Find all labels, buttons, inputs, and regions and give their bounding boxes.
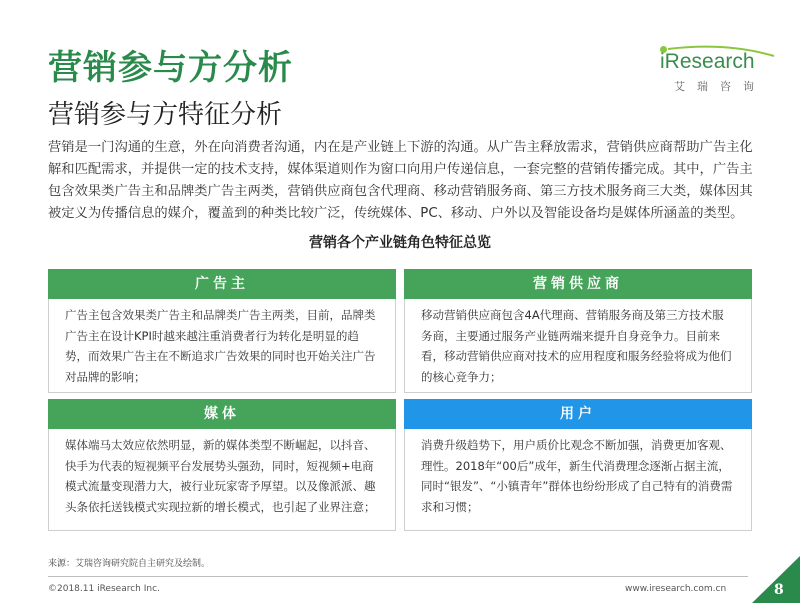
iresearch-logo xyxy=(660,44,780,96)
card-body: 媒体端马太效应依然明显，新的媒体类型不断崛起，以抖音、快手为代表的短视频平台发展势头强劲，同时，短视频+电商模式流量变现潜力大，被行业玩家寄予厚望。以及像派派、趣头条依托送钱模式实现拉新的增长模式，也引起了业界注意； xyxy=(48,429,396,531)
section-title: 营销各个产业链角色特征总览 xyxy=(309,235,491,251)
website-link[interactable]: www.iresearch.com.cn xyxy=(625,584,727,594)
card-header: 用户 xyxy=(404,399,752,429)
card-advertiser xyxy=(48,269,396,393)
copyright: ©2018.11 iResearch Inc. xyxy=(48,584,160,594)
card-body: 广告主包含效果类广告主和品牌类广告主两类，目前，品牌类广告主在设计KPI时越来越注重消费者行为转化是明显的趋势，而效果广告主在不断追求广告效果的同时也开始关注广告对品牌的影响； xyxy=(48,299,396,393)
card-user xyxy=(404,399,752,531)
card-body: 移动营销供应商包含4A代理商、营销服务商及第三方技术服务商，主要通过服务产业链两端来提升自身竞争力。目前来看，移动营销供应商对技术的应用程度和服务经验将成为他们的核心竞争力； xyxy=(404,299,752,393)
page-number: 8 xyxy=(774,582,784,598)
page-title: 营销参与方分析 xyxy=(48,48,293,88)
logo-wordmark: iResearch xyxy=(660,50,755,73)
source-note: 来源：艾瑞咨询研究院自主研究及绘制。 xyxy=(48,559,211,569)
card-body: 消费升级趋势下，用户质价比观念不断加强，消费更加客观、理性。2018年“00后”成年，新生代消费理念逐渐占据主流，同时“银发”、“小镇青年”群体也纷纷形成了自己特有的消费需求和习惯； xyxy=(404,429,752,531)
page-subtitle: 营销参与方特征分析 xyxy=(48,100,283,130)
card-media xyxy=(48,399,396,531)
card-header: 媒体 xyxy=(48,399,396,429)
footer-divider xyxy=(48,576,748,577)
card-header: 营销供应商 xyxy=(404,269,752,299)
card-header: 广告主 xyxy=(48,269,396,299)
intro-paragraph: 营销是一门沟通的生意，外在向消费者沟通，内在是产业链上下游的沟通。从广告主释放需求，营销供应商帮助广告主化解和匹配需求，并提供一定的技术支持，媒体渠道则作为窗口向用户传递信息，一套完整的营销传播完成。其中，广告主包含效果类广告主和品牌类广告主两类，营销供应商包含代理商、移动营销服务商、第三方技术服务商三大类，媒体因其被定义为传播信息的媒介，覆盖到的种类比较广泛，传统媒体、PC、移动、户外以及智能设备均是媒体所涵盖的类型。 xyxy=(48,140,753,221)
logo-chinese: 艾瑞咨询 xyxy=(674,80,766,93)
card-marketing-supplier xyxy=(404,269,752,393)
